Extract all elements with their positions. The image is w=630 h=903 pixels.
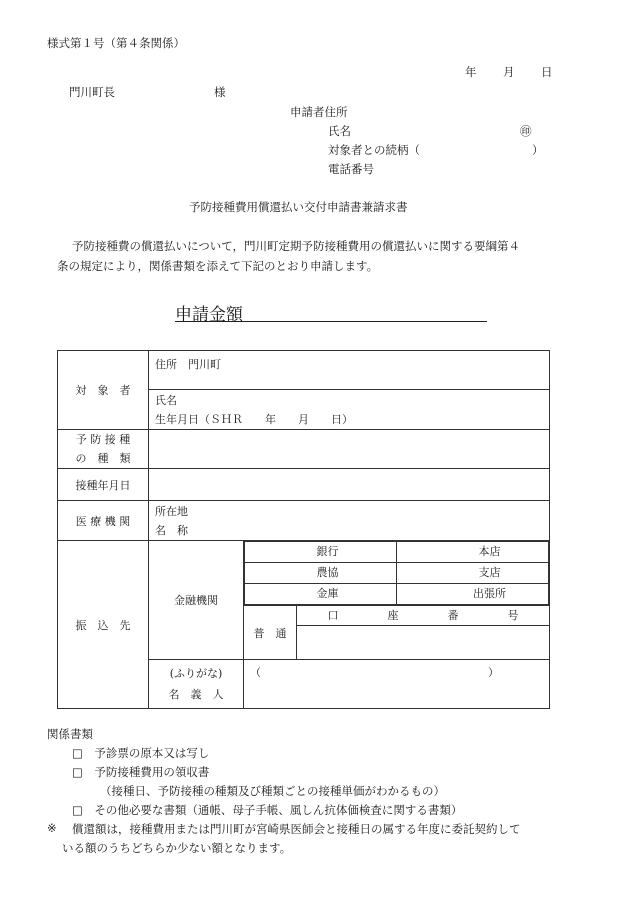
note-mark: ※: [47, 821, 57, 835]
name-label: 氏名: [155, 393, 177, 407]
applicant-name-label: 氏名: [328, 124, 351, 138]
acct-char-4: 号: [507, 609, 519, 622]
holder-paren-close: ）: [488, 666, 500, 679]
location-label: 所在地: [155, 504, 188, 518]
acct-char-1: 口: [327, 609, 339, 622]
body-line-1: 予防接種費の償還払いについて，門川町定期予防接種費用の償還払いに関する要綱第４: [72, 239, 521, 253]
head-office-option: 本店: [397, 542, 549, 563]
sub-office-option: 出張所: [397, 584, 549, 605]
vaccine-label-line2: の 種 類: [75, 452, 131, 465]
holder-label: 名 義 人: [168, 688, 224, 701]
transfer-label: 振 込 先: [58, 541, 149, 709]
holder-paren-open: （: [250, 666, 261, 679]
form-number: 様式第１号（第４条関係）: [47, 36, 185, 50]
applicant-address-label: 申請者住所: [290, 105, 348, 119]
acct-char-3: 番: [447, 609, 459, 622]
addressee-name: 門川町長: [69, 85, 115, 99]
birthdate-label: 生年月日（ＳＨＲ 年 月 日）: [155, 412, 353, 426]
account-number-header: [297, 606, 549, 626]
vaccine-label-line1: 予 防 接 種: [75, 433, 131, 446]
related-doc-item-2: □ 予防接種費用の領収書: [72, 765, 210, 779]
acct-char-2: 座: [387, 609, 399, 622]
related-doc-item-1: □ 予診票の原本又は写し: [72, 746, 210, 760]
addressee-honorific: 様: [214, 85, 226, 99]
related-docs-heading: 関係書類: [47, 727, 93, 741]
credit-option: 金庫: [245, 584, 397, 605]
subject-label: 対 象 者: [58, 351, 149, 430]
name-birth-cell: [149, 390, 550, 430]
related-doc-item-2-note: （接種日、予防接種の種類及び種類ごとの接種単価がわかるもの）: [100, 784, 445, 798]
medical-name-label: 名 称: [155, 523, 188, 537]
date-month: 月: [503, 65, 515, 79]
phone-label: 電話番号: [328, 162, 374, 176]
account-number-field[interactable]: [297, 626, 549, 659]
bank-type-cell: [244, 541, 550, 606]
vaccine-type-field[interactable]: [149, 430, 550, 469]
bank-option: 銀行: [245, 542, 397, 563]
vaccination-date-field[interactable]: [149, 469, 550, 501]
application-table: [57, 350, 550, 709]
relation-close: ）: [532, 143, 544, 157]
branch-option: 支店: [397, 563, 549, 584]
relation-label: 対象者との続柄（: [328, 143, 420, 157]
financial-institution-label: 金融機関: [149, 541, 244, 660]
note-line-1: 償還額は，接種費用または門川町が宮崎県医師会と接種日の属する年度に委託契約して: [72, 822, 521, 836]
account-type-label: 普 通: [244, 606, 297, 660]
related-doc-item-3: □ その他必要な書類（通帳、母子手帳、風しん抗体価検査に関する書類）: [72, 803, 463, 817]
date-day: 日: [541, 65, 553, 79]
vaccination-date-label: 接種年月日: [58, 469, 149, 501]
body-line-2: 条の規定により，関係書類を添えて下記のとおり申請します。: [57, 259, 379, 273]
seal-mark: ㊞: [520, 124, 532, 138]
medical-institution-label: 医 療 機 関: [58, 501, 149, 541]
amount-label: 申請金額: [175, 305, 243, 325]
document-title: 予防接種費用償還払い交付申請書兼請求書: [189, 200, 408, 214]
address-cell: 住所 門川町: [149, 351, 550, 390]
account-holder-field[interactable]: [244, 660, 550, 709]
amount-underline: [175, 321, 487, 322]
date-year: 年: [465, 65, 477, 79]
medical-institution-field[interactable]: [149, 501, 550, 541]
furigana-label: (ふりがな): [169, 667, 223, 680]
note-line-2: いる額のうちどちらか少ない額となります。: [62, 841, 292, 855]
account-holder-label: [149, 660, 244, 709]
account-number-cell: [297, 606, 550, 660]
vaccine-type-label: [58, 430, 149, 469]
agri-option: 農協: [245, 563, 397, 584]
